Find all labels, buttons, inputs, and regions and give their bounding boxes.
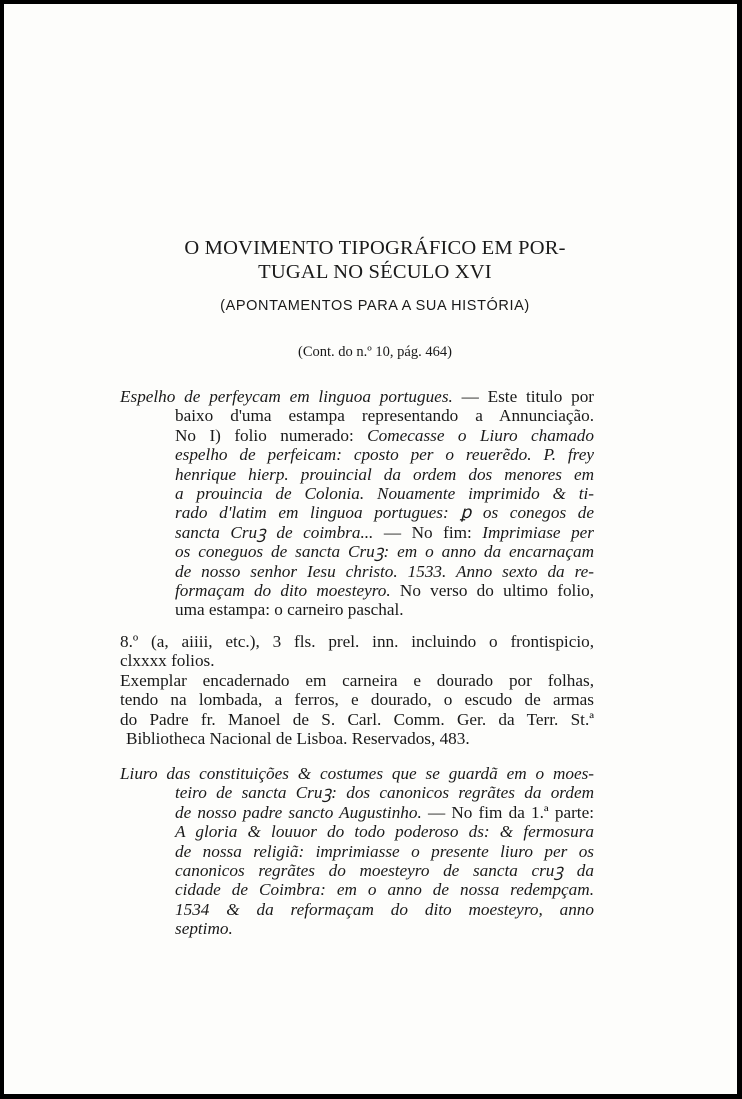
entry-line: canonicos regrãtes do moesteyro de sancta cruꝫ da xyxy=(175,861,594,881)
entry-line: de nosso senhor Iesu christo. 1533. Anno sexto da re- xyxy=(175,561,594,581)
collation-line: clxxxx folios. xyxy=(120,651,215,671)
article-subtitle: (APONTAMENTOS PARA A SUA HISTÓRIA) xyxy=(220,298,530,314)
collation-line: tendo na lombada, a ferros, e dourado, o escudo de armas xyxy=(120,690,594,710)
entry-line: cidade de Coimbra: em o anno de nossa redempçam. xyxy=(175,880,594,900)
article-title xyxy=(4,236,742,284)
collation-line: do Padre fr. Manoel de S. Carl. Comm. Ger. da Terr. St.ª xyxy=(120,709,594,729)
entry-line: formaçam do dito moesteyro. No verso do ultimo folio, xyxy=(175,581,594,601)
entry-liuro-constituicoes xyxy=(120,764,594,939)
entry-line: Liuro das constituições & costumes que se guardã em o moes- xyxy=(120,764,594,783)
entry-line: teiro de sancta Cruꝫ: dos canonicos regrãtes da ordem xyxy=(175,783,594,803)
entry-line: A gloria & louuor do todo poderoso ds: & fermosura xyxy=(175,822,594,842)
entry-line: rado d'latim em linguoa portugues: ꝑ os conegos de xyxy=(175,503,594,523)
title-line-2: TUGAL NO SÉCULO XVI xyxy=(258,261,492,283)
entry-line: Espelho de perfeycam em linguoa portugues. — Este titulo por xyxy=(120,387,595,406)
entry-line: de nossa religiã: imprimiasse o presente liuro per os xyxy=(175,841,594,861)
entry-line: espelho de perfeicam: cposto per o reuerẽdo. P. frey xyxy=(175,445,594,465)
entry-line: henrique hierp. prouincial da ordem dos menores em xyxy=(175,464,594,484)
title-line-1: O MOVIMENTO TIPOGRÁFICO EM POR- xyxy=(184,237,566,259)
entry-line: baixo d'uma estampa representando a Annunciação. xyxy=(175,406,594,426)
collation-line: 8.º (a, aiiii, etc.), 3 fls. prel. inn. incluindo o frontispicio, xyxy=(120,632,594,651)
entry-line: a prouincia de Colonia. Nouamente imprimido & ti- xyxy=(175,484,594,504)
entry-line: sancta Cruꝫ de coimbra... — No fim: Imprimiase per xyxy=(175,522,594,542)
entry-line: No I) folio numerado: Comecasse o Liuro chamado xyxy=(175,425,594,445)
continuation-note: (Cont. do n.º 10, pág. 464) xyxy=(298,344,452,360)
collation-line: Bibliotheca Nacional de Lisboa. Reservados, 483. xyxy=(126,729,470,749)
collation-notes xyxy=(120,632,594,748)
entry-line: uma estampa: o carneiro paschal. xyxy=(175,600,404,620)
entry-line: septimo. xyxy=(175,919,233,939)
entry-line: os coneguos de sancta Cruꝫ: em o anno da encarnaçam xyxy=(175,542,594,562)
entry-espelho xyxy=(120,387,594,620)
entry-line: de nosso padre sancto Augustinho. — No fim da 1.ª parte: xyxy=(175,802,594,822)
collation-line: Exemplar encadernado em carneira e dourado por folhas, xyxy=(120,670,594,690)
entry-line: 1534 & da reformaçam do dito moesteyro, anno xyxy=(175,899,594,919)
